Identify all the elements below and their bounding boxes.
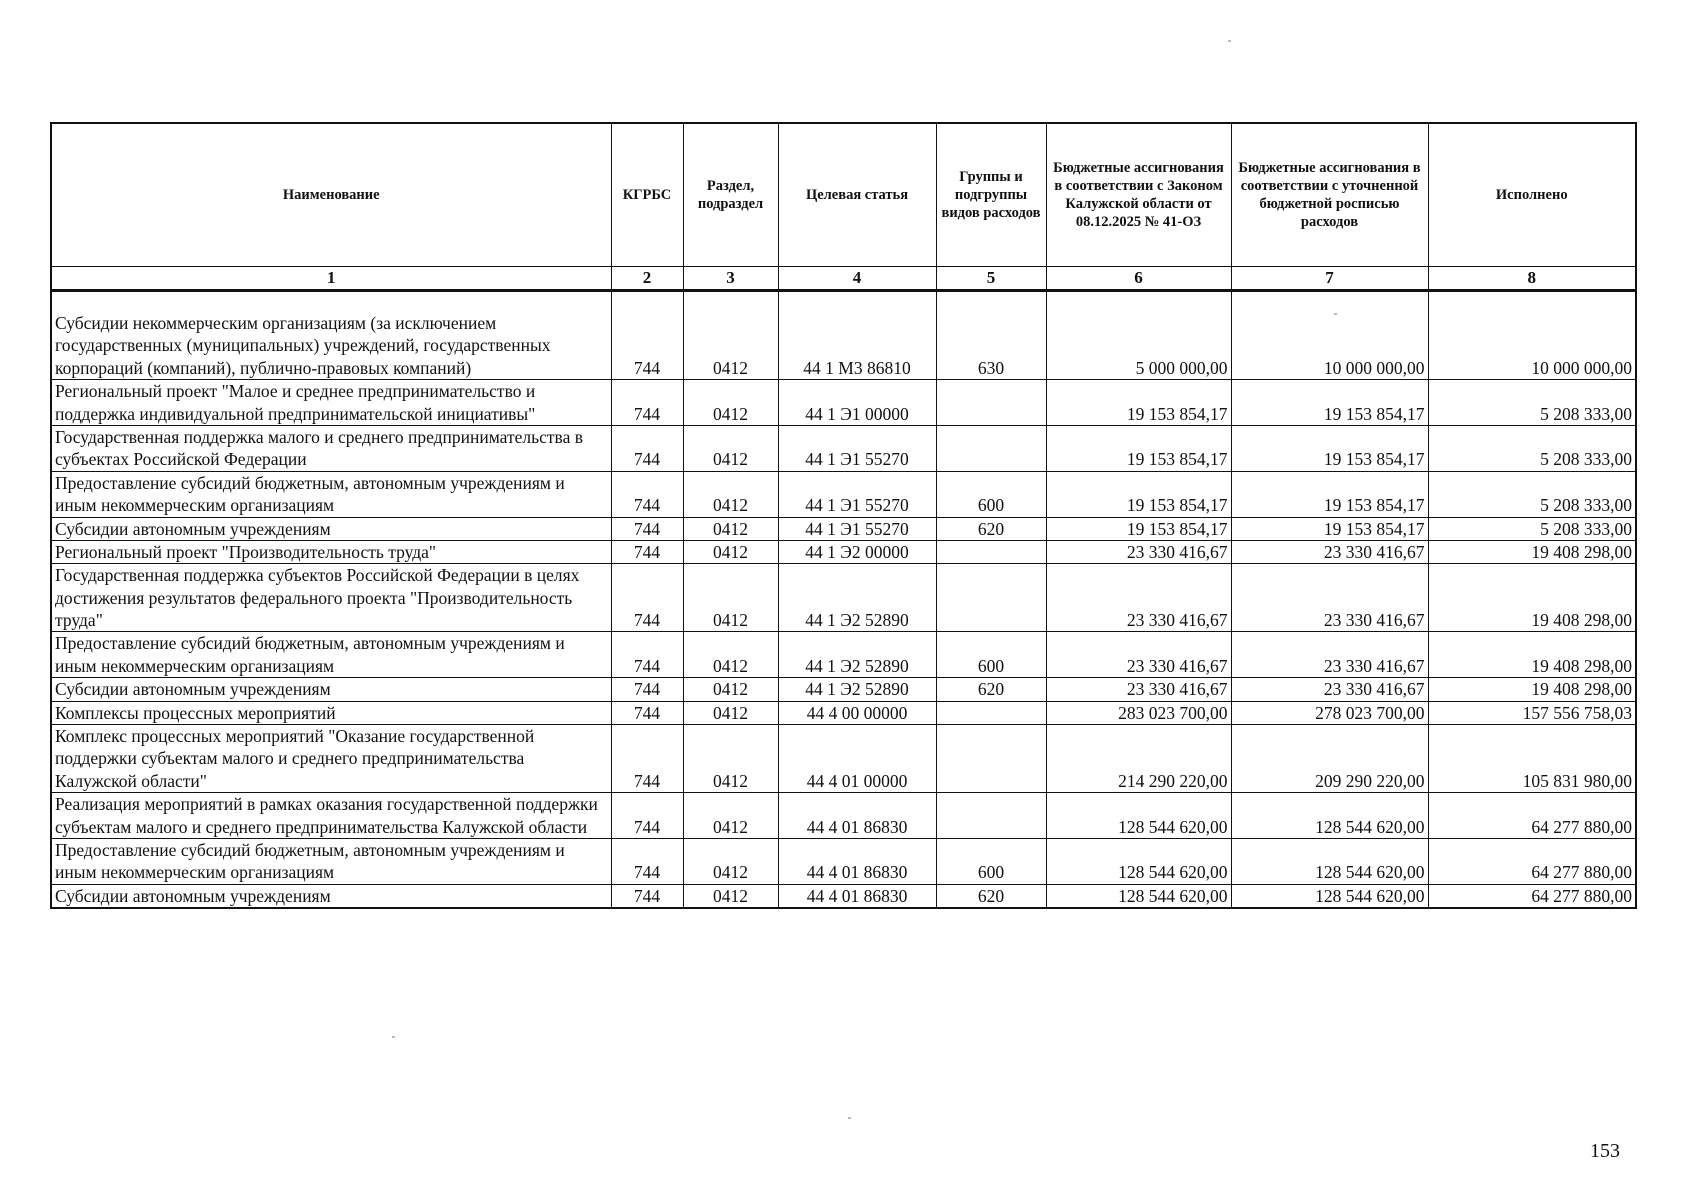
cell-budget-law: 5 000 000,00 bbox=[1046, 312, 1231, 380]
cell-section: 0412 bbox=[683, 517, 778, 540]
cell-budget-law: 19 153 854,17 bbox=[1046, 517, 1231, 540]
cell-target-article: 44 4 01 00000 bbox=[778, 725, 936, 793]
cell-target-article: 44 4 01 86830 bbox=[778, 884, 936, 908]
cell-budget-law: 19 153 854,17 bbox=[1046, 471, 1231, 517]
table-row bbox=[51, 725, 1636, 793]
table-row bbox=[51, 312, 1636, 380]
column-number: 4 bbox=[778, 267, 936, 291]
column-header: Целевая статья bbox=[778, 123, 936, 267]
cell-expense-group: 600 bbox=[936, 471, 1046, 517]
cell-kgrbs: 744 bbox=[611, 884, 683, 908]
column-number: 1 bbox=[51, 267, 611, 291]
cell-name: Региональный проект "Малое и среднее предпринимательство и поддержка индивидуальной предпринимательской инициативы" bbox=[51, 380, 611, 426]
cell-expense-group bbox=[936, 425, 1046, 471]
cell-kgrbs: 744 bbox=[611, 380, 683, 426]
cell-budget-schedule: 19 153 854,17 bbox=[1231, 425, 1428, 471]
cell-budget-law: 283 023 700,00 bbox=[1046, 701, 1231, 724]
cell-executed: 19 408 298,00 bbox=[1428, 564, 1636, 632]
cell-section: 0412 bbox=[683, 564, 778, 632]
cell-budget-law: 19 153 854,17 bbox=[1046, 380, 1231, 426]
cell-kgrbs: 744 bbox=[611, 425, 683, 471]
cell-name: Субсидии автономным учреждениям bbox=[51, 678, 611, 701]
table-row bbox=[51, 517, 1636, 540]
cell-budget-schedule: 23 330 416,67 bbox=[1231, 540, 1428, 563]
cell-section: 0412 bbox=[683, 838, 778, 884]
cell-kgrbs: 744 bbox=[611, 632, 683, 678]
cell-kgrbs: 744 bbox=[611, 564, 683, 632]
table-row bbox=[51, 884, 1636, 908]
table-row bbox=[51, 701, 1636, 724]
cell-executed: 19 408 298,00 bbox=[1428, 678, 1636, 701]
cell-kgrbs: 744 bbox=[611, 471, 683, 517]
cell-target-article: 44 4 01 86830 bbox=[778, 793, 936, 839]
cell-target-article: 44 1 Э2 00000 bbox=[778, 540, 936, 563]
table-row bbox=[51, 425, 1636, 471]
cell-name: Региональный проект "Производительность труда" bbox=[51, 540, 611, 563]
cell-executed: 5 208 333,00 bbox=[1428, 380, 1636, 426]
cell-name: Предоставление субсидий бюджетным, автономным учреждениям и иным некоммерческим организациям bbox=[51, 838, 611, 884]
column-number: 2 bbox=[611, 267, 683, 291]
column-number: 3 bbox=[683, 267, 778, 291]
cell-target-article: 44 1 Э1 00000 bbox=[778, 380, 936, 426]
cell-budget-law: 214 290 220,00 bbox=[1046, 725, 1231, 793]
cell-budget-schedule: 19 153 854,17 bbox=[1231, 471, 1428, 517]
cell-target-article: 44 1 Э2 52890 bbox=[778, 564, 936, 632]
scan-speck bbox=[392, 1036, 395, 1038]
cell-expense-group: 620 bbox=[936, 678, 1046, 701]
table-row bbox=[51, 793, 1636, 839]
cell-target-article: 44 1 Э1 55270 bbox=[778, 517, 936, 540]
cell-executed: 19 408 298,00 bbox=[1428, 540, 1636, 563]
cell-section: 0412 bbox=[683, 312, 778, 380]
cell-section: 0412 bbox=[683, 884, 778, 908]
cell-expense-group: 620 bbox=[936, 884, 1046, 908]
table-row bbox=[51, 838, 1636, 884]
cell-expense-group: 600 bbox=[936, 632, 1046, 678]
table-row bbox=[51, 678, 1636, 701]
column-header: Раздел, подраздел bbox=[683, 123, 778, 267]
column-header: КГРБС bbox=[611, 123, 683, 267]
cell-expense-group bbox=[936, 725, 1046, 793]
table-row bbox=[51, 540, 1636, 563]
cell-kgrbs: 744 bbox=[611, 540, 683, 563]
column-header: Группы и подгруппы видов расходов bbox=[936, 123, 1046, 267]
cell-target-article: 44 1 М3 86810 bbox=[778, 312, 936, 380]
column-header: Наименование bbox=[51, 123, 611, 267]
cell-section: 0412 bbox=[683, 701, 778, 724]
column-header: Бюджетные ассигнования в соответствии с уточненной бюджетной росписью расходов bbox=[1231, 123, 1428, 267]
cell-budget-law: 23 330 416,67 bbox=[1046, 632, 1231, 678]
cell-executed: 19 408 298,00 bbox=[1428, 632, 1636, 678]
cell-section: 0412 bbox=[683, 471, 778, 517]
cell-executed: 64 277 880,00 bbox=[1428, 793, 1636, 839]
cell-kgrbs: 744 bbox=[611, 793, 683, 839]
budget-table bbox=[50, 122, 1637, 909]
cell-budget-law: 128 544 620,00 bbox=[1046, 884, 1231, 908]
cell-name: Государственная поддержка субъектов Российской Федерации в целях достижения результатов федерального проекта "Производительность труда" bbox=[51, 564, 611, 632]
cell-section: 0412 bbox=[683, 678, 778, 701]
cell-budget-schedule: 128 544 620,00 bbox=[1231, 884, 1428, 908]
cell-name: Комплекс процессных мероприятий "Оказание государственной поддержки субъектам малого и среднего предпринимательства Калужской области" bbox=[51, 725, 611, 793]
cell-executed: 64 277 880,00 bbox=[1428, 884, 1636, 908]
cell-name: Предоставление субсидий бюджетным, автономным учреждениям и иным некоммерческим организациям bbox=[51, 632, 611, 678]
column-header: Бюджетные ассигнования в соответствии с Законом Калужской области от 08.12.2025 № 41-ОЗ bbox=[1046, 123, 1231, 267]
cell-budget-schedule: 19 153 854,17 bbox=[1231, 380, 1428, 426]
cell-executed: 105 831 980,00 bbox=[1428, 725, 1636, 793]
cell-executed: 157 556 758,03 bbox=[1428, 701, 1636, 724]
cell-budget-schedule: 19 153 854,17 bbox=[1231, 517, 1428, 540]
cell-section: 0412 bbox=[683, 540, 778, 563]
scan-speck bbox=[1228, 40, 1231, 42]
scan-speck bbox=[1334, 313, 1337, 315]
cell-kgrbs: 744 bbox=[611, 678, 683, 701]
cell-target-article: 44 1 Э2 52890 bbox=[778, 632, 936, 678]
column-header: Исполнено bbox=[1428, 123, 1636, 267]
column-number: 6 bbox=[1046, 267, 1231, 291]
cell-section: 0412 bbox=[683, 793, 778, 839]
cell-executed: 64 277 880,00 bbox=[1428, 838, 1636, 884]
cell-section: 0412 bbox=[683, 380, 778, 426]
cell-name: Комплексы процессных мероприятий bbox=[51, 701, 611, 724]
scan-speck bbox=[848, 1117, 851, 1119]
table-body bbox=[51, 291, 1636, 909]
cell-executed: 10 000 000,00 bbox=[1428, 312, 1636, 380]
page-number: 153 bbox=[1590, 1140, 1620, 1162]
cell-budget-law: 128 544 620,00 bbox=[1046, 793, 1231, 839]
cell-expense-group: 620 bbox=[936, 517, 1046, 540]
cell-budget-schedule: 23 330 416,67 bbox=[1231, 632, 1428, 678]
cell-budget-law: 23 330 416,67 bbox=[1046, 564, 1231, 632]
cell-budget-schedule: 209 290 220,00 bbox=[1231, 725, 1428, 793]
cell-budget-schedule: 23 330 416,67 bbox=[1231, 564, 1428, 632]
cell-kgrbs: 744 bbox=[611, 838, 683, 884]
cell-target-article: 44 1 Э2 52890 bbox=[778, 678, 936, 701]
header-row bbox=[51, 123, 1636, 267]
cell-expense-group bbox=[936, 793, 1046, 839]
cell-kgrbs: 744 bbox=[611, 701, 683, 724]
cell-name: Субсидии некоммерческим организациям (за исключением государственных (муниципальных) учреждений, государственных корпораций (компаний), публично-правовых компаний) bbox=[51, 312, 611, 380]
cell-budget-law: 19 153 854,17 bbox=[1046, 425, 1231, 471]
cell-expense-group: 630 bbox=[936, 312, 1046, 380]
cell-budget-law: 23 330 416,67 bbox=[1046, 678, 1231, 701]
cell-kgrbs: 744 bbox=[611, 312, 683, 380]
cell-target-article: 44 1 Э1 55270 bbox=[778, 471, 936, 517]
cell-budget-law: 23 330 416,67 bbox=[1046, 540, 1231, 563]
cell-expense-group bbox=[936, 540, 1046, 563]
cell-target-article: 44 4 01 86830 bbox=[778, 838, 936, 884]
cell-kgrbs: 744 bbox=[611, 517, 683, 540]
column-number-row bbox=[51, 267, 1636, 291]
cell-target-article: 44 1 Э1 55270 bbox=[778, 425, 936, 471]
table-row bbox=[51, 471, 1636, 517]
cell-name: Субсидии автономным учреждениям bbox=[51, 517, 611, 540]
cell-section: 0412 bbox=[683, 632, 778, 678]
cell-budget-law: 128 544 620,00 bbox=[1046, 838, 1231, 884]
cell-executed: 5 208 333,00 bbox=[1428, 425, 1636, 471]
cell-budget-schedule: 10 000 000,00 bbox=[1231, 312, 1428, 380]
cell-budget-schedule: 128 544 620,00 bbox=[1231, 793, 1428, 839]
cell-executed: 5 208 333,00 bbox=[1428, 471, 1636, 517]
table-row bbox=[51, 632, 1636, 678]
cell-section: 0412 bbox=[683, 725, 778, 793]
column-number: 8 bbox=[1428, 267, 1636, 291]
column-number: 7 bbox=[1231, 267, 1428, 291]
cell-expense-group bbox=[936, 380, 1046, 426]
cell-expense-group bbox=[936, 564, 1046, 632]
cell-target-article: 44 4 00 00000 bbox=[778, 701, 936, 724]
cell-expense-group: 600 bbox=[936, 838, 1046, 884]
cell-kgrbs: 744 bbox=[611, 725, 683, 793]
cell-name: Государственная поддержка малого и среднего предпринимательства в субъектах Российской Федерации bbox=[51, 425, 611, 471]
cell-budget-schedule: 128 544 620,00 bbox=[1231, 838, 1428, 884]
cell-budget-schedule: 278 023 700,00 bbox=[1231, 701, 1428, 724]
table-row bbox=[51, 380, 1636, 426]
cell-name: Субсидии автономным учреждениям bbox=[51, 884, 611, 908]
cell-expense-group bbox=[936, 701, 1046, 724]
cell-executed: 5 208 333,00 bbox=[1428, 517, 1636, 540]
cell-section: 0412 bbox=[683, 425, 778, 471]
column-number: 5 bbox=[936, 267, 1046, 291]
table-row bbox=[51, 564, 1636, 632]
spacer-row bbox=[51, 291, 1636, 313]
cell-budget-schedule: 23 330 416,67 bbox=[1231, 678, 1428, 701]
cell-name: Реализация мероприятий в рамках оказания государственной поддержки субъектам малого и среднего предпринимательства Калужской области bbox=[51, 793, 611, 839]
cell-name: Предоставление субсидий бюджетным, автономным учреждениям и иным некоммерческим организациям bbox=[51, 471, 611, 517]
